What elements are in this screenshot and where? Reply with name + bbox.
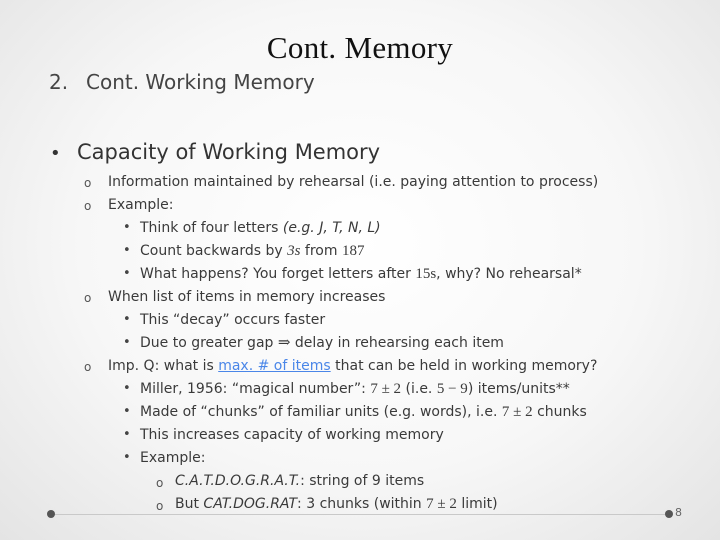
list-item: Information maintained by rehearsal (i.e. paying attention to process) [108,174,599,190]
list-item-text: from [304,243,338,259]
list-item-text: : string of 9 items [300,473,425,489]
math-term: 7 ± 2 [501,404,533,420]
bullet-icon: • [123,312,131,327]
math-term: 15s [415,266,437,282]
list-item-example: CAT.DOG.RAT [203,496,298,512]
bullet-icon: • [123,335,131,350]
list-item [140,243,364,260]
max-items-link[interactable]: max. # of items [218,358,331,374]
page-number: 8 [675,506,682,519]
list-item [108,358,597,375]
list-item [140,381,570,398]
list-item [140,220,381,237]
main-bullet-text: Capacity of Working Memory [77,140,381,164]
math-term: 5 − 9 [436,381,468,397]
bullet-icon: • [123,427,131,442]
list-item-example: (e.g. J, T, N, L) [282,220,381,236]
list-item-text: But [175,496,199,512]
math-term: 7 ± 2 [426,496,457,512]
list-item [140,404,587,421]
list-item-example: C.A.T.D.O.G.R.A.T. [175,473,301,489]
section-number: 2. [49,70,69,94]
sub-marker-icon: o [84,291,92,305]
list-item-text: delay in rehearsing each item [294,335,504,351]
sub-marker-icon: o [84,360,92,374]
bullet-icon: • [123,220,131,235]
list-item-text: Think of four letters [140,220,279,236]
sub-marker-icon: o [84,176,92,190]
section-heading-text: Cont. Working Memory [86,70,315,94]
list-item [140,335,504,352]
bullet-icon: • [123,381,131,396]
list-item-text: Due to greater gap [140,335,274,351]
list-item-text: ) items/units** [467,381,570,397]
list-item [175,473,424,490]
footer-left-dot-icon [47,510,55,518]
list-item: This “decay” occurs faster [140,312,326,328]
sub-marker-icon: o [84,199,92,213]
list-item-text: What happens? You forget letters after [140,266,411,282]
list-item-text: that can be held in working memory? [335,358,598,374]
implies-arrow: ⇒ [277,335,291,351]
bullet-icon: • [50,143,61,164]
slide-title: Cont. Memory [266,30,454,65]
list-item-text: Miller, 1956: “magical number”: [140,381,366,397]
list-item [140,266,582,283]
list-item: This increases capacity of working memory [140,427,444,443]
list-item: Example: [108,197,174,213]
main-bullet [50,140,380,164]
math-term: 187 [341,243,365,259]
list-item-text: (i.e. [405,381,433,397]
list-item-text: Made of “chunks” of familiar units (e.g. words), i.e. [140,404,498,420]
list-item-text: Count backwards by [140,243,283,259]
list-item: Example: [140,450,206,466]
footer-right-dot-icon [665,510,673,518]
list-item-text: : 3 chunks (within [297,496,422,512]
bullet-icon: • [123,266,131,281]
list-item-text: , why? No rehearsal* [436,266,582,282]
bullet-icon: • [123,243,131,258]
sub-marker-icon: o [156,476,164,490]
list-item-text: chunks [537,404,587,420]
sub-marker-icon: o [156,499,164,513]
section-heading [49,70,315,94]
list-item-text: limit) [461,496,498,512]
list-item-text: Imp. Q: what is [108,358,214,374]
bullet-icon: • [123,450,131,465]
math-term: 3s [287,243,301,259]
list-item [175,496,498,513]
footer-divider [54,514,670,515]
bullet-icon: • [123,404,131,419]
list-item: When list of items in memory increases [108,289,386,305]
math-term: 7 ± 2 [370,381,402,397]
